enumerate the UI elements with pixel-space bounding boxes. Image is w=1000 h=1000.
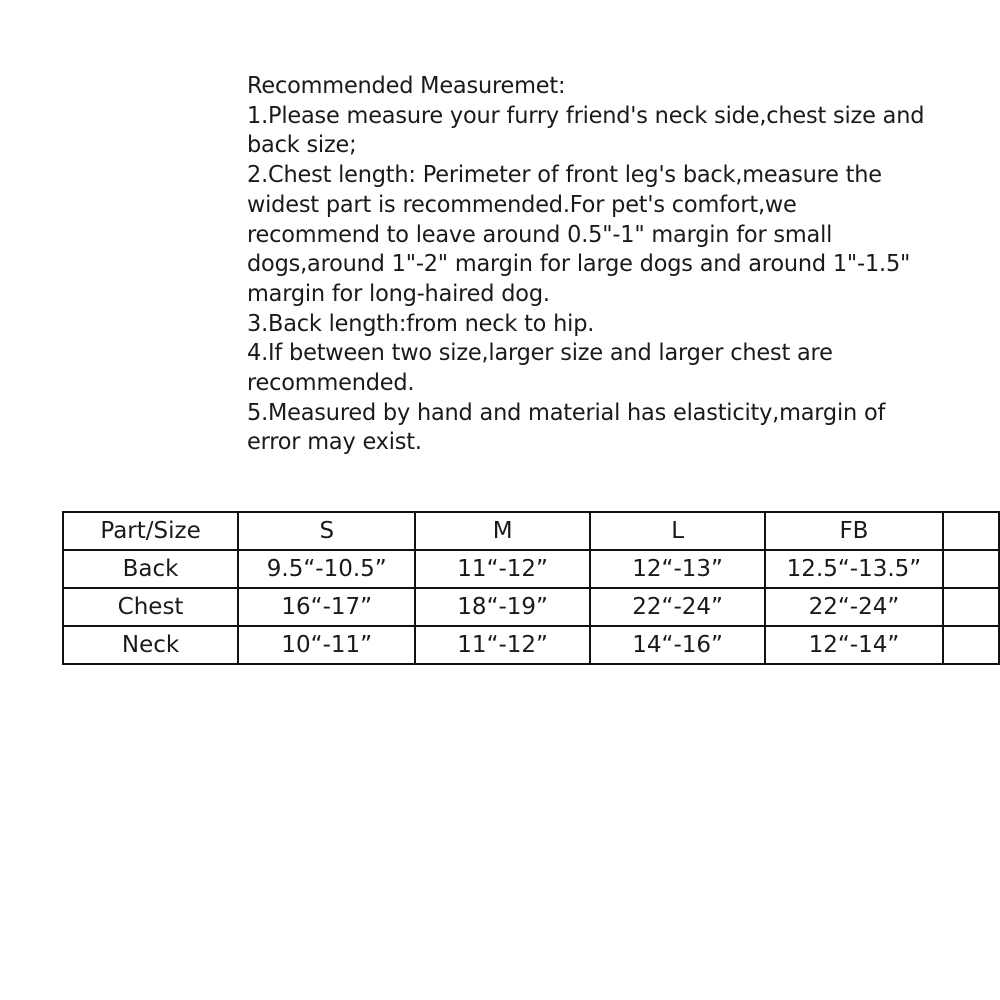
- table-header-row: [63, 512, 999, 550]
- table-cell: 12.5“-13.5”: [765, 550, 942, 588]
- instruction-line: recommend to leave around 0.5"-1" margin for small: [247, 221, 833, 248]
- table-cell: [943, 588, 999, 626]
- instruction-line: 1.Please measure your furry friend's neck side,chest size and: [247, 102, 925, 129]
- measurement-instructions: [247, 72, 969, 455]
- instruction-line: margin for long-haired dog.: [247, 280, 550, 307]
- instructions-heading: Recommended Measuremet:: [247, 73, 566, 99]
- instruction-line: 2.Chest length: Perimeter of front leg's back,measure the: [247, 162, 882, 189]
- size-chart-table: [62, 511, 1000, 665]
- table-cell: [943, 550, 999, 588]
- table-cell: 11“-12”: [415, 550, 590, 588]
- table-cell: 12“-14”: [765, 626, 942, 664]
- header-cell: L: [590, 512, 765, 550]
- table-cell: [943, 626, 999, 664]
- table-cell: 22“-24”: [765, 588, 942, 626]
- row-label-cell: Neck: [63, 626, 238, 664]
- table-cell: 11“-12”: [415, 626, 590, 664]
- header-cell: FB: [765, 512, 942, 550]
- instruction-line: 3.Back length:from neck to hip.: [247, 310, 595, 337]
- header-cell: [943, 512, 999, 550]
- header-cell: S: [238, 512, 415, 550]
- table-cell: 14“-16”: [590, 626, 765, 664]
- instruction-line: dogs,around 1"-2" margin for large dogs and around 1"-1.5": [247, 251, 911, 278]
- table-cell: 10“-11”: [238, 626, 415, 664]
- table-cell: 22“-24”: [590, 588, 765, 626]
- instruction-line: back size;: [247, 132, 357, 159]
- row-label-cell: Chest: [63, 588, 238, 626]
- table-cell: 16“-17”: [238, 588, 415, 626]
- row-label-cell: Back: [63, 550, 238, 588]
- table-cell: 18“-19”: [415, 588, 590, 626]
- instruction-line: widest part is recommended.For pet's comfort,we: [247, 191, 797, 218]
- header-cell: Part/Size: [63, 512, 238, 550]
- instruction-line: 4.If between two size,larger size and larger chest are: [247, 340, 833, 367]
- instruction-line: recommended.: [247, 370, 415, 397]
- table-row: [63, 550, 999, 588]
- instruction-line: 5.Measured by hand and material has elasticity,margin of: [247, 399, 886, 426]
- header-cell: M: [415, 512, 590, 550]
- table-cell: 9.5“-10.5”: [238, 550, 415, 588]
- table-row: [63, 626, 999, 664]
- table-row: [63, 588, 999, 626]
- table-cell: 12“-13”: [590, 550, 765, 588]
- instruction-line: error may exist.: [247, 429, 422, 455]
